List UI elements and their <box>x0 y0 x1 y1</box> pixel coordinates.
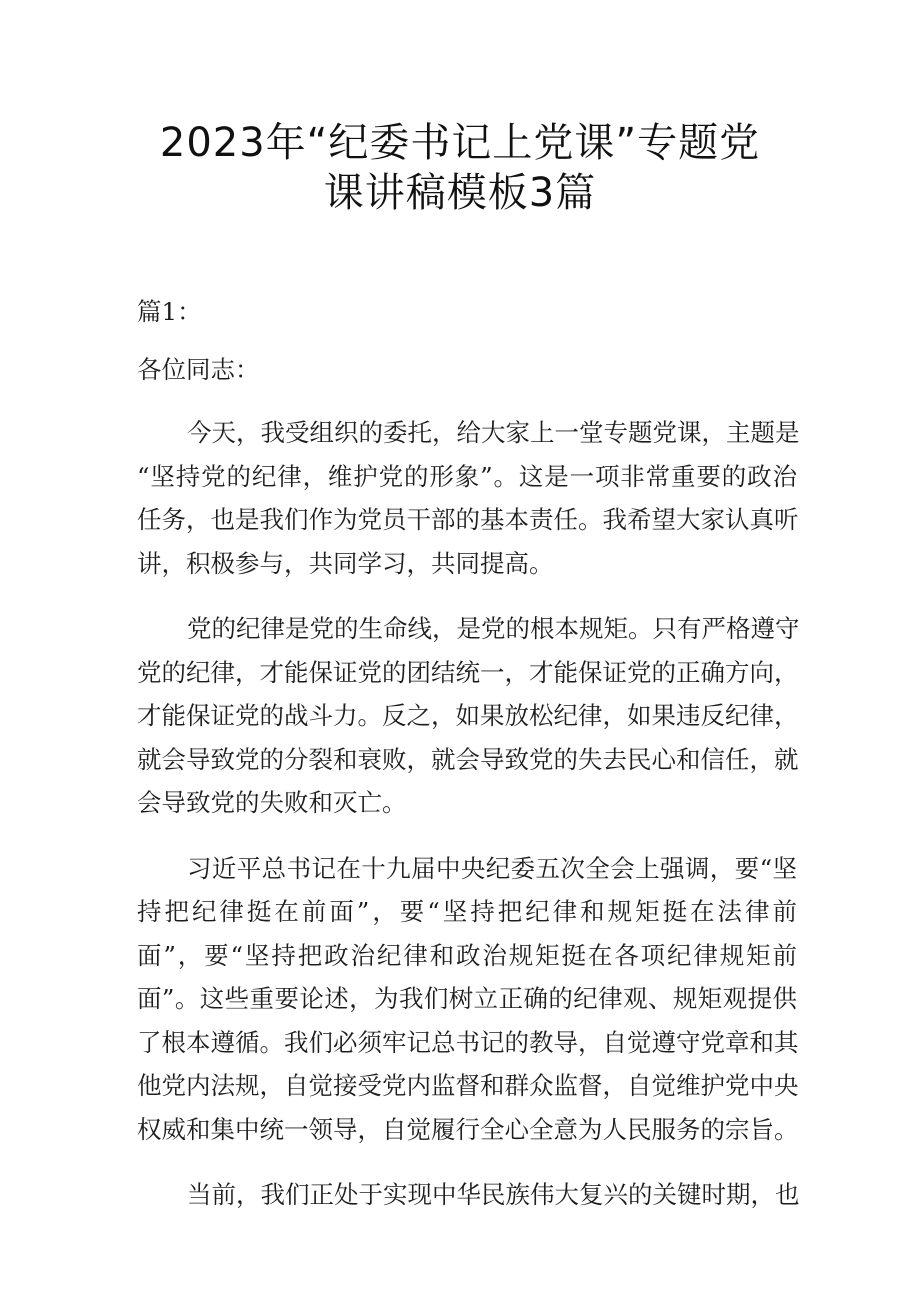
paragraph-line: 了根本遵循。我们必须牢记总书记的教导，自觉遵守党章和其 <box>137 1027 799 1057</box>
paragraph-line: 党的纪律是党的生命线，是党的根本规矩。只有严格遵守 <box>187 614 800 643</box>
paragraph-line: 习近平总书记在十九届中央纪委五次全会上强调，要“坚 <box>187 853 797 883</box>
paragraph <box>137 607 800 825</box>
paragraph-line: 当前，我们正处于实现中华民族伟大复兴的关键时期，也 <box>187 1180 800 1209</box>
document-title <box>90 118 830 218</box>
paragraph-line: 讲，积极参与，共同学习，共同提高。 <box>137 548 554 578</box>
paragraph-line: 会导致党的失败和灭亡。 <box>137 788 407 817</box>
paragraph <box>137 411 800 585</box>
salutation: 各位同志： <box>137 355 260 384</box>
paragraph-line: 党的纪律，才能保证党的团结统一，才能保证党的正确方向， <box>137 657 799 687</box>
paragraph-line: 他党内法规，自觉接受党内监督和群众监督，自觉维护党中央 <box>137 1071 799 1100</box>
paragraph-line: 面”，要“坚持把政治纪律和政治规矩挺在各项纪律规矩前 <box>137 940 797 970</box>
paragraph-line: “坚持党的纪律，维护党的形象”。这是一项非常重要的政治 <box>137 461 797 491</box>
title-line: 课讲稿模板3篇 <box>323 170 597 216</box>
paragraph <box>137 1173 800 1217</box>
paragraph-line: 才能保证党的战斗力。反之，如果放松纪律，如果违反纪律， <box>137 701 799 730</box>
document-body <box>137 295 800 1239</box>
paragraph-line: 就会导致党的分裂和衰败，就会导致党的失去民心和信任，就 <box>137 744 799 774</box>
title-line: 2023年“纪委书记上党课”专题党 <box>159 120 761 166</box>
paragraph-line: 持把纪律挺在前面”，要“坚持把纪律和规矩挺在法律前 <box>137 897 797 926</box>
paragraph-line: 今天，我受组织的委托，给大家上一堂专题党课，主题是 <box>187 418 800 447</box>
section-label: 篇1： <box>137 297 202 326</box>
paragraph-line: 任务，也是我们作为党员干部的基本责任。我希望大家认真听 <box>137 505 799 534</box>
paragraph <box>137 847 797 1152</box>
paragraph-line: 权威和集中统一领导，自觉履行全心全意为人民服务的宗旨。 <box>137 1114 799 1144</box>
paragraph-line: 面”。这些重要论述，为我们树立正确的纪律观、规矩观提供 <box>137 984 797 1013</box>
